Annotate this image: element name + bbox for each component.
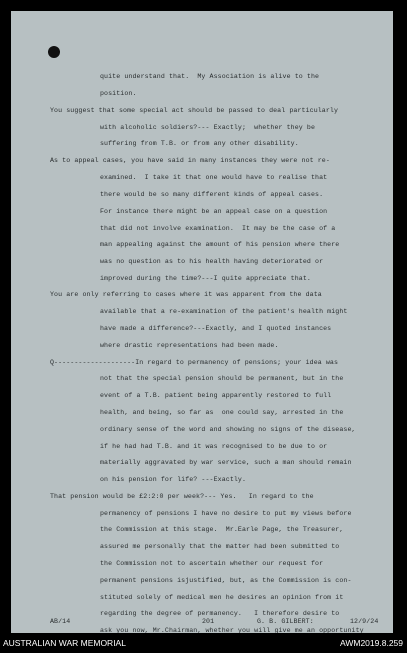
- text-line: available that a re-examination of the patient's health might: [100, 308, 348, 315]
- text-line: not that the special pension should be permanent, but in the: [100, 375, 344, 382]
- text-line: As to appeal cases, you have said in many instances they were not re-: [50, 157, 330, 164]
- text-line: there would be so many different kinds of appeal cases.: [100, 191, 324, 198]
- text-line: have made a difference?---Exactly, and I quoted instances: [100, 325, 332, 332]
- text-line: that did not involve examination. It may be the case of a: [100, 225, 336, 232]
- footer-reference: AB/14: [50, 618, 71, 625]
- text-line: the Commission not to ascertain whether our request for: [100, 560, 324, 567]
- text-line: the Commission at this stage. Mr.Earle Page, the Treasurer,: [100, 526, 344, 533]
- text-line: quite understand that. My Association is alive to the: [100, 73, 320, 80]
- text-line: with alcoholic soldiers?--- Exactly; whether they be: [100, 124, 316, 131]
- archive-footer-bar: [0, 633, 407, 653]
- text-line: was no question as to his health having deteriorated or: [100, 258, 324, 265]
- text-line: Q--------------------In regard to permanency of pensions; your idea was: [50, 359, 339, 366]
- text-line: suffering from T.B. or from any other disability.: [100, 140, 299, 147]
- text-line: examined. I take it that one would have to realise that: [100, 174, 328, 181]
- text-line: For instance there might be an appeal case on a question: [100, 208, 328, 215]
- text-line: materially aggravated by war service, such a man should remain: [100, 459, 352, 466]
- text-line: ask you now, Mr.Chairman, whether you will give me an opportunity: [100, 627, 364, 633]
- text-line: health, and being, so far as one could say, arrested in the: [100, 409, 344, 416]
- text-line: position.: [100, 90, 137, 97]
- archive-reference: AWM2019.8.259: [340, 638, 403, 648]
- text-line: where drastic representations had been made.: [100, 342, 279, 349]
- archive-institution: AUSTRALIAN WAR MEMORIAL: [3, 638, 126, 648]
- text-line: man appealing against the amount of his pension where there: [100, 241, 340, 248]
- text-line: You suggest that some special act should be passed to deal particularly: [50, 107, 339, 114]
- text-line: regarding the degree of permanency. I therefore desire to: [100, 610, 340, 617]
- text-line: You are only referring to cases where it was apparent from the data: [50, 291, 322, 298]
- footer-witness: G. B. GILBERT:: [257, 618, 314, 625]
- text-line: on his pension for life? ---Exactly.: [100, 476, 247, 483]
- footer-page-number: 201: [202, 618, 215, 625]
- text-line: ordinary sense of the word and showing no signs of the disease,: [100, 426, 356, 433]
- text-line: stituted solely of medical men he desires an opinion from it: [100, 594, 344, 601]
- text-line: That pension would be £2:2:0 per week?--- Yes. In regard to the: [50, 493, 314, 500]
- text-line: permanent pensions isjustified, but, as the Commission is con-: [100, 577, 352, 584]
- text-line: assured me personally that the matter had been submitted to: [100, 543, 340, 550]
- text-line: if he had had T.B. and it was recognised to be due to or: [100, 443, 328, 450]
- punch-hole: [48, 46, 60, 58]
- text-line: improved during the time?---I quite appreciate that.: [100, 275, 311, 282]
- text-line: permanency of pensions I have no desire to put my views before: [100, 510, 352, 517]
- footer-date: 12/9/24: [350, 618, 379, 625]
- text-line: event of a T.B. patient being apparently restored to full: [100, 392, 332, 399]
- document-page: [11, 11, 393, 633]
